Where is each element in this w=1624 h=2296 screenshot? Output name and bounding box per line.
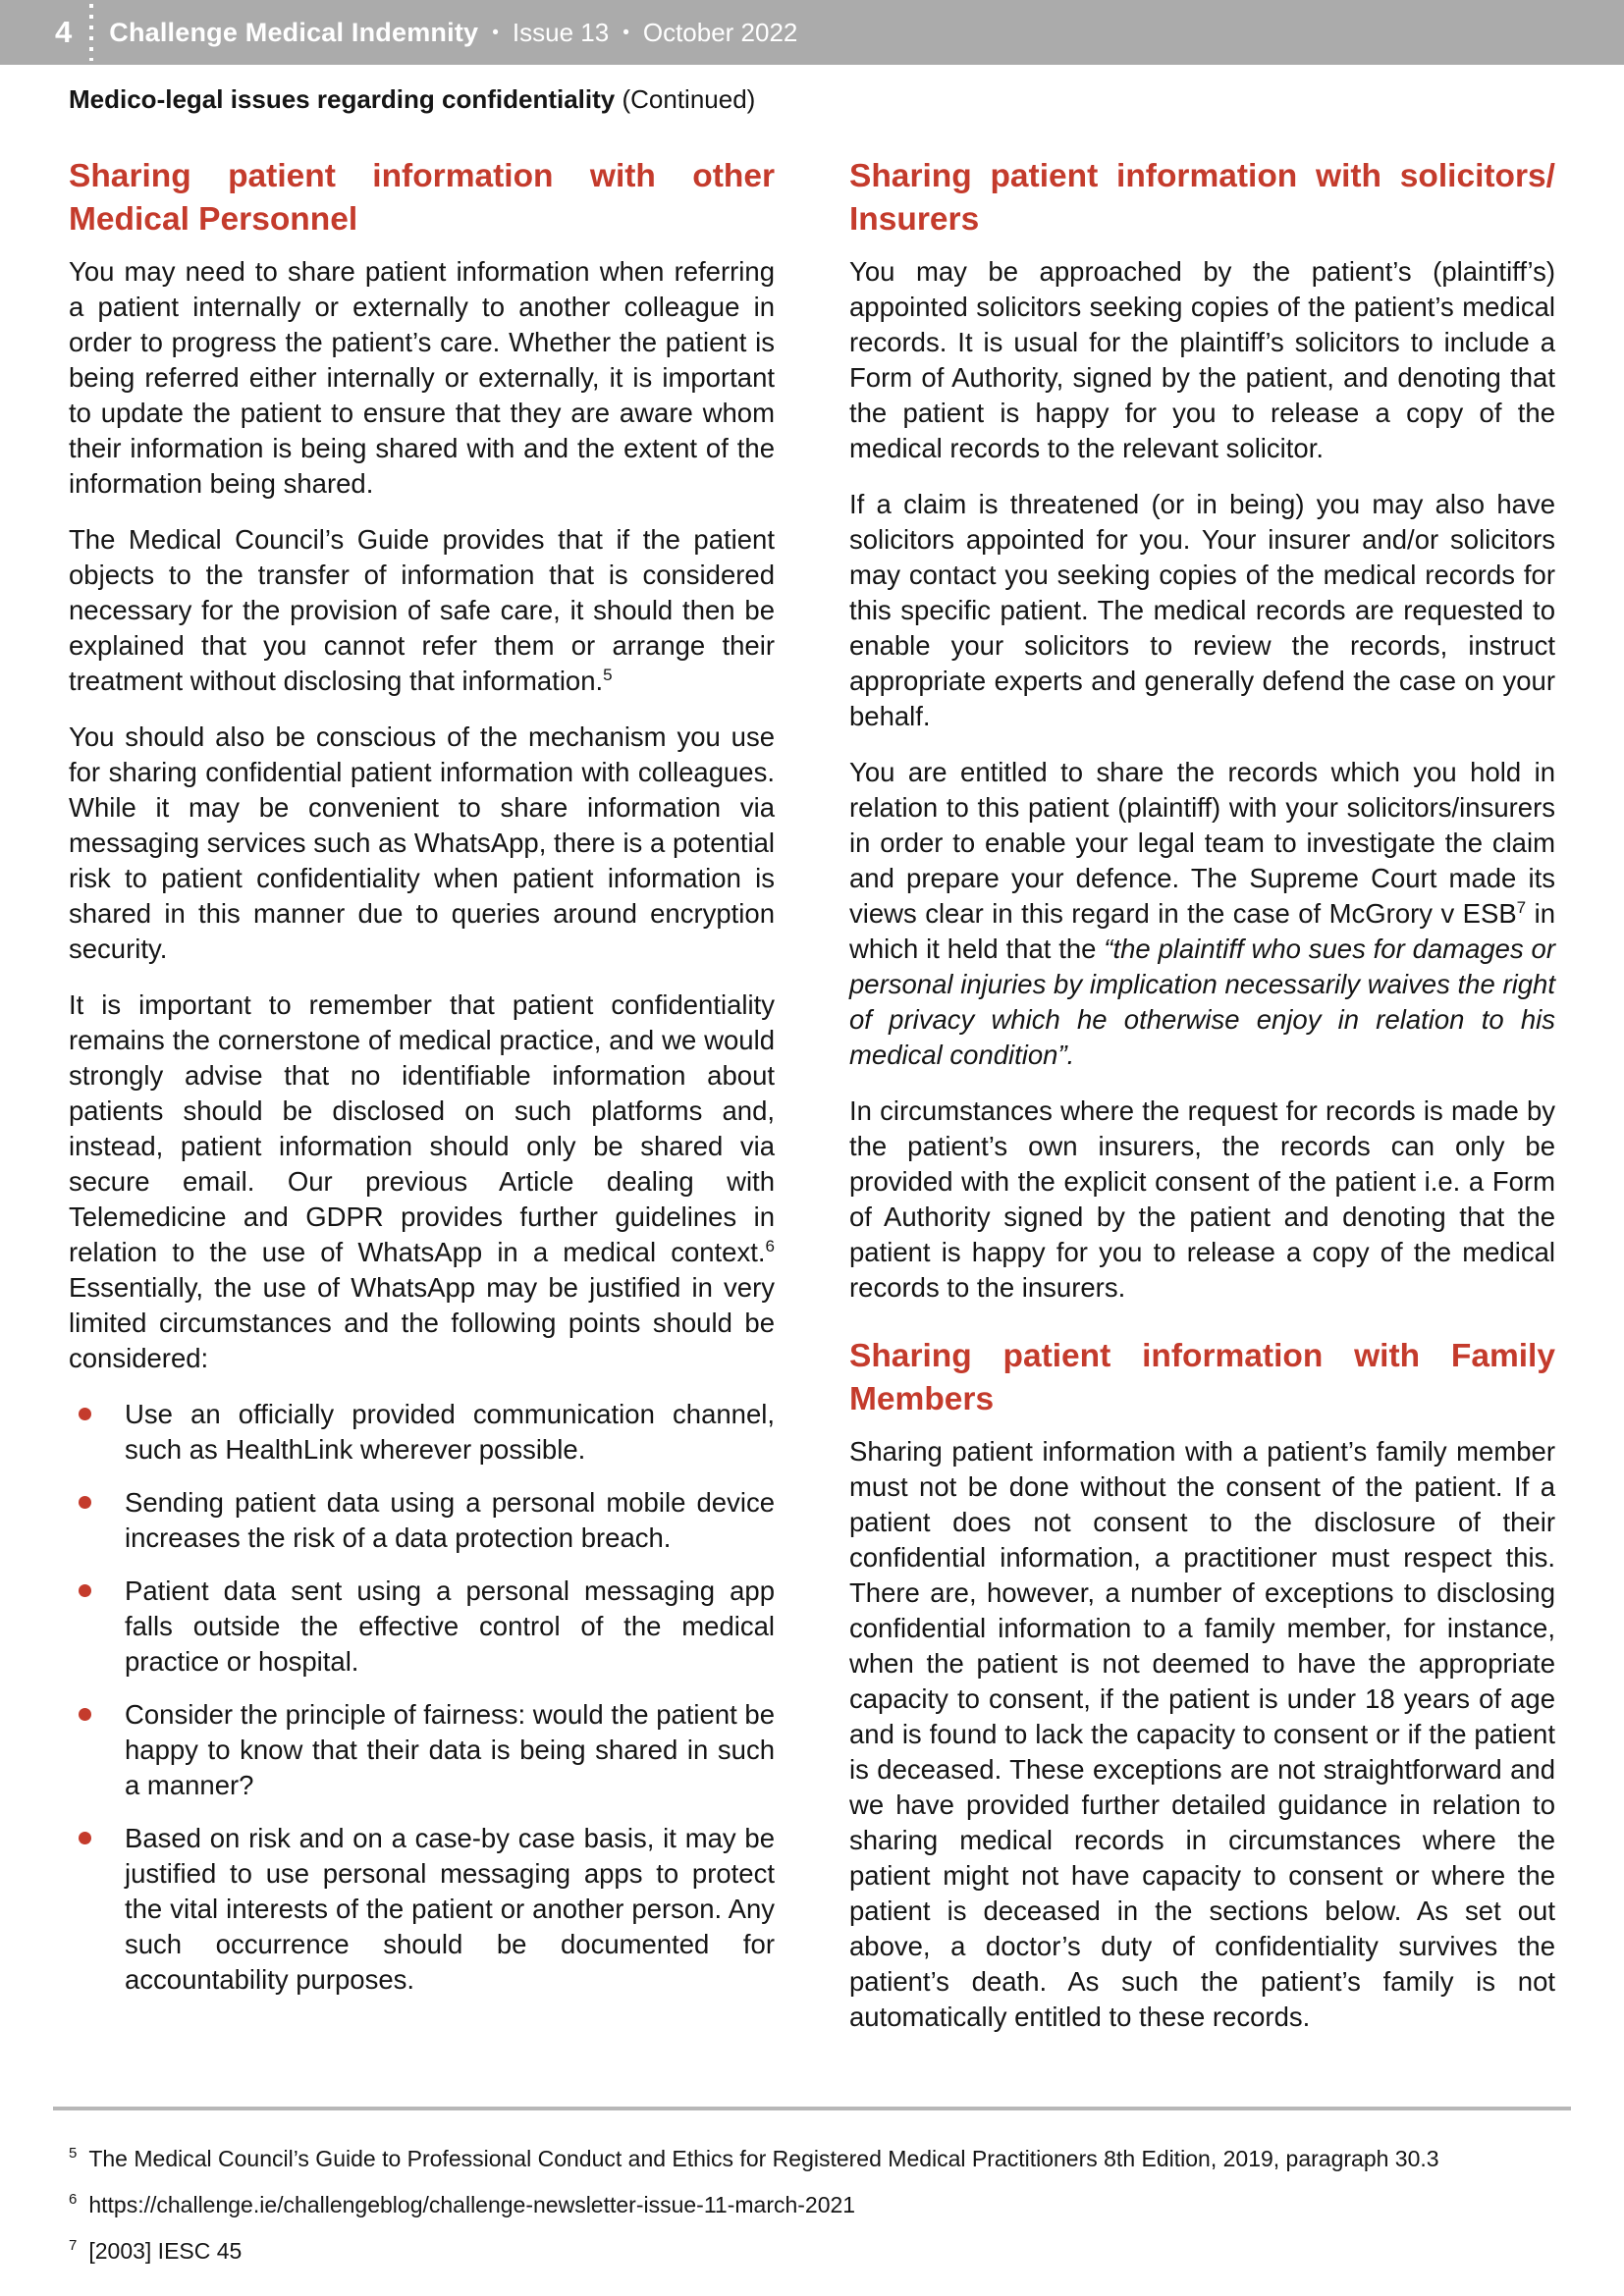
section-heading xyxy=(849,1335,1555,1421)
text-run: in which it held that the xyxy=(849,898,1555,964)
text-run: Sharing patient information with solicitors/​Insurers xyxy=(849,158,1555,238)
text-run: Patient data sent using a personal messaging app falls outside the effective control of the medical practice or hospital. xyxy=(125,1575,775,1677)
footnote-text: The Medical Council’s Guide to Professional Conduct and Ethics for Registered Medical Practitioners 8th Edition, 2019, paragraph 30.3 xyxy=(88,2146,1439,2171)
paragraph xyxy=(849,1434,1555,2035)
text-run: You may be approached by the patient’s (plaintiff’s) appointed solicitors seeking copies of the patient’s medical records. It is usual for the plaintiff’s solicitors to include a Form of Authority, signed by the patient, and denoting that the patient is happy for you to release a copy of the medical records to the relevant solicitor. xyxy=(849,256,1555,463)
footnote xyxy=(69,2236,1555,2266)
header-separator-dot: • xyxy=(492,23,499,43)
footnote-number: 5 xyxy=(69,2145,78,2163)
header-bar xyxy=(0,0,1624,65)
newsletter-brand: Challenge Medical Indemnity xyxy=(109,17,479,47)
text-run: Sharing patient information with Family Members xyxy=(849,1338,1555,1417)
bullet-icon xyxy=(79,1584,91,1597)
footnote xyxy=(69,2190,1555,2219)
paragraph xyxy=(849,254,1555,466)
section-heading xyxy=(69,155,775,241)
footnote-ref: 6 xyxy=(765,1236,775,1255)
paragraph xyxy=(849,755,1555,1073)
footnote-text: [2003] IESC 45 xyxy=(88,2238,243,2264)
text-run: You may need to share patient information when referring a patient internally or externally to another colleague in order to progress the patient’s care. Whether the patient is being referred either internally or externally, it is important to update the patient to ensure that they are aware whom their information is being shared with and the extent of the information being shared. xyxy=(69,256,775,499)
section-heading xyxy=(849,155,1555,241)
footnote-divider xyxy=(53,2107,1571,2110)
page-number: 4 xyxy=(55,15,73,49)
text-run: Sending patient data using a personal mobile device increases the risk of a data protection breach. xyxy=(125,1487,775,1553)
footnote-ref: 5 xyxy=(603,665,613,684)
bullet-item xyxy=(69,1574,775,1680)
left-column xyxy=(69,149,775,2035)
bullet-icon xyxy=(79,1708,91,1721)
footnotes xyxy=(69,2144,1555,2282)
bullet-text xyxy=(125,1697,775,1803)
text-run: Based on risk and on a case-by case basis, it may be justified to use personal messaging apps to protect the vital interests of the patient or another person. Any such occurrence should be documented for accountability purposes. xyxy=(125,1823,775,1995)
article-body xyxy=(69,149,1555,2035)
bullet-item xyxy=(69,1697,775,1803)
paragraph xyxy=(69,522,775,699)
footnote-link[interactable]: https://challenge.ie/challengeblog/challenge-newsletter-issue-11-march-2021 xyxy=(88,2192,856,2217)
paragraph xyxy=(69,254,775,502)
paragraph xyxy=(849,1094,1555,1306)
paragraph xyxy=(69,720,775,967)
text-run: If a claim is threatened (or in being) you may also have solicitors appointed for you. Your insurer and/​or solicitors may contact you seeking copies of the medical records for this specific patient. The medical records are requested to enable your solicitors to review the records, instruct appropriate experts and generally defend the case on your behalf. xyxy=(849,489,1555,731)
paragraph xyxy=(849,487,1555,734)
case-quote-italic: “the plaintiff who sues for damages or personal injuries by implication necessarily waives the right of privacy which he otherwise enjoy in relation to his medical condition”. xyxy=(849,934,1555,1070)
bullet-icon xyxy=(79,1408,91,1420)
bullet-text xyxy=(125,1574,775,1680)
dotted-divider-icon xyxy=(89,4,93,61)
footnote-number: 7 xyxy=(69,2237,78,2255)
text-run: The Medical Council’s Guide provides that if the patient objects to the transfer of information that is considered necessary for the provision of safe care, it should then be explained that you cannot refer them or arrange their treatment without disclosing that information. xyxy=(69,524,775,696)
footnote-number: 6 xyxy=(69,2191,78,2209)
issue-date: October 2022 xyxy=(642,17,798,47)
footnote xyxy=(69,2144,1555,2173)
footnote-ref: 7 xyxy=(1516,897,1527,917)
article-title-continued: (Continued) xyxy=(615,84,756,114)
bullet-text xyxy=(125,1485,775,1556)
right-column xyxy=(849,149,1555,2035)
text-run: Sharing patient information with a patient’s family member must not be done without the consent of the patient. If a patient does not consent to the disclosure of their confidential information, a practitioner must respect this. There are, however, a number of exceptions to disclosing confidential information to a family member, for instance, when the patient is not deemed to have the appropriate capacity to consent, if the patient is under 18 years of age and is found to lack the capacity to consent or if the patient is deceased. These exceptions are not straightforward and we have provided further detailed guidance in relation to sharing medical records in circumstances where the patient might not have capacity to consent or where the patient is deceased in the sections below. As set out above, a doctor’s duty of confidentiality survives the patient’s death. As such the patient’s family is not automatically entitled to these records. xyxy=(849,1436,1555,2032)
issue-number: Issue 13 xyxy=(512,17,610,47)
text-run: You should also be conscious of the mechanism you use for sharing confidential patient information with colleagues. While it may be convenient to share information via messaging services such as WhatsApp, there is a potential risk to patient confidentiality when patient information is shared in this manner due to queries around encryption security. xyxy=(69,721,775,964)
text-run: Essentially, the use of WhatsApp may be justified in very limited circumstances and the following points should be considered: xyxy=(69,1272,775,1373)
bullet-icon xyxy=(79,1496,91,1509)
bullet-item xyxy=(69,1821,775,1998)
article-title-bold: Medico-legal issues regarding confidentiality xyxy=(69,84,616,114)
bullet-item xyxy=(69,1397,775,1468)
text-run: Sharing patient information with other Medical Personnel xyxy=(69,158,775,238)
text-run: It is important to remember that patient confidentiality remains the cornerstone of medical practice, and we would strongly advise that no identifiable information about patients should be disclosed on such platforms and, instead, patient information should only be shared via secure email. Our previous Article dealing with Telemedicine and GDPR provides further guidelines in relation to the use of WhatsApp in a medical context. xyxy=(69,989,775,1267)
bullet-icon xyxy=(79,1832,91,1844)
bullet-text xyxy=(125,1821,775,1998)
text-run: Use an officially provided communication channel, such as HealthLink wherever possible. xyxy=(125,1399,775,1465)
article-title xyxy=(69,84,755,115)
paragraph xyxy=(69,988,775,1376)
bullet-text xyxy=(125,1397,775,1468)
header-separator-dot: • xyxy=(623,23,629,43)
text-run: Consider the principle of fairness: would the patient be happy to know that their data is being shared in such a manner? xyxy=(125,1699,775,1800)
text-run: You are entitled to share the records which you hold in relation to this patient (plaintiff) with your solicitors/​insurers in order to enable your legal team to investigate the claim and prepare your defence. The Supreme Court made its views clear in this regard in the case of McGrory v ESB xyxy=(849,757,1555,929)
text-run: In circumstances where the request for records is made by the patient’s own insurers, the records can only be provided with the explicit consent of the patient i.e. a Form of Authority signed by the patient and denoting that the patient is happy for you to release a copy of the medical records to the insurers. xyxy=(849,1095,1555,1303)
bullet-item xyxy=(69,1485,775,1556)
